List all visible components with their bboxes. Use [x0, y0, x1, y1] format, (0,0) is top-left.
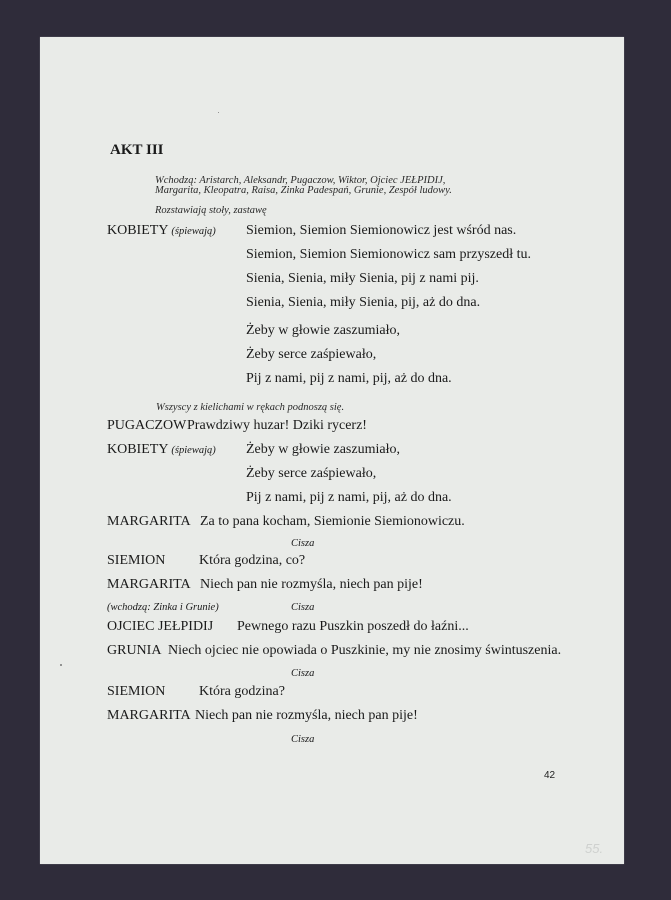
paper-speck: [218, 112, 219, 113]
stage-cisza: Cisza: [291, 602, 315, 613]
page-number: 42: [544, 770, 556, 781]
stage-direction-line: Wchodzą: Aristarch, Aleksandr, Pugaczow, Wiktor, Ojciec JEŁPIDIJ,: [155, 175, 446, 186]
entrance-note: (wchodzą: Zinka i Grunie): [107, 602, 219, 613]
stage-cisza: Cisza: [291, 734, 315, 745]
dialogue-line: Za to pana kocham, Siemionie Siemionowiczu.: [200, 514, 465, 529]
act-title: AKT III: [110, 142, 164, 158]
speaker-note: (śpiewają): [171, 226, 216, 237]
archive-stamp: 55.: [585, 841, 604, 856]
stage-cisza: Cisza: [291, 538, 315, 549]
song-line: Pij z nami, pij z nami, pij, aż do dna.: [246, 490, 452, 505]
dialogue-line: Niech pan nie rozmyśla, niech pan pije!: [200, 577, 423, 592]
song-line: Sienia, Sienia, miły Sienia, pij z nami pij.: [246, 271, 479, 286]
speaker-kobiety: [107, 442, 216, 459]
speaker-note: (śpiewają): [171, 445, 216, 456]
song-line: Sienia, Sienia, miły Sienia, pij, aż do dna.: [246, 295, 481, 310]
speaker-name: MARGARITA: [107, 577, 191, 592]
speaker-kobiety: [107, 223, 216, 240]
dialogue-line: Niech pan nie rozmyśla, niech pan pije!: [195, 708, 418, 723]
speaker-name: MARGARITA: [107, 514, 191, 529]
dialogue-line: Która godzina, co?: [199, 553, 306, 568]
speaker-name: SIEMION: [107, 553, 166, 568]
stage-direction: Wszyscy z kielichami w rękach podnoszą się.: [156, 402, 345, 413]
dialogue-line: Która godzina?: [199, 684, 285, 699]
stage-direction-line: Rozstawiają stoły, zastawę: [155, 205, 267, 216]
song-line: Siemion, Siemion Siemionowicz jest wśród nas.: [246, 223, 517, 238]
song-line: Żeby serce zaśpiewało,: [246, 466, 377, 481]
song-line: Żeby w głowie zaszumiało,: [246, 323, 400, 338]
speaker-name: OJCIEC JEŁPIDIJ: [107, 619, 214, 634]
song-line: Żeby serce zaśpiewało,: [246, 347, 377, 362]
speaker-name: KOBIETY: [107, 223, 168, 238]
dialogue-line: Prawdziwy huzar! Dziki rycerz!: [187, 418, 367, 433]
paper-speck: [60, 664, 62, 666]
speaker-name: MARGARITA: [107, 708, 191, 723]
dialogue-line: Niech ojciec nie opowiada o Puszkinie, my nie znosimy świntuszenia.: [168, 643, 562, 658]
speaker-name: GRUNIA: [107, 643, 162, 658]
document-page: [40, 37, 624, 864]
song-line: Żeby w głowie zaszumiało,: [246, 442, 400, 457]
stage-cisza: Cisza: [291, 668, 315, 679]
speaker-name: PUGACZOW: [107, 418, 187, 433]
dialogue-line: Pewnego razu Puszkin poszedł do łaźni...: [237, 619, 469, 634]
song-line: Pij z nami, pij z nami, pij, aż do dna.: [246, 371, 452, 386]
speaker-name: KOBIETY: [107, 442, 168, 457]
stage-direction-line: Margarita, Kleopatra, Raisa, Zinka Padespań, Grunie, Zespół ludowy.: [155, 185, 452, 196]
speaker-name: SIEMION: [107, 684, 166, 699]
song-line: Siemion, Siemion Siemionowicz sam przyszedł tu.: [246, 247, 532, 262]
